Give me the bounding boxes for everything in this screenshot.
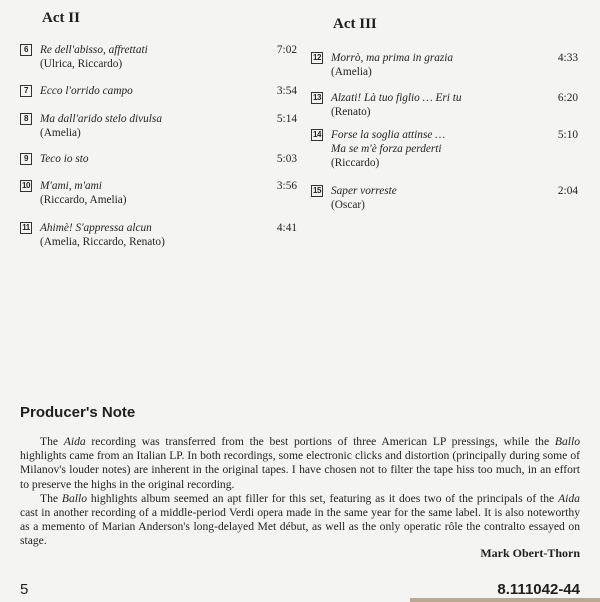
catalog-number: 8.111042-44 xyxy=(497,581,580,598)
track-duration: 6:20 xyxy=(557,92,578,104)
track-title: Morrò, ma prima in grazia xyxy=(331,52,454,64)
track-singers: (Riccardo) xyxy=(331,157,380,169)
track-duration: 5:14 xyxy=(276,113,297,125)
text: highlights came from an Italian LP. In both recordings, some electronic clicks and distortion (principally during some of Milanov's louder notes) are inherent in the original tapes. I have chosen not to filter the tape hiss too much, in an effort to preserve the highs in the original recording. xyxy=(20,449,580,491)
track-duration: 2:04 xyxy=(557,185,578,197)
track-title: Ecco l'orrido campo xyxy=(40,85,133,97)
track-number-box: 6 xyxy=(20,44,32,56)
note-paragraph-2 xyxy=(20,492,580,549)
track-singers: (Riccardo, Amelia) xyxy=(40,194,127,206)
track-singers: (Amelia) xyxy=(331,66,372,78)
track-singers: (Oscar) xyxy=(331,199,365,211)
track-duration: 4:41 xyxy=(276,222,297,234)
track-duration: 5:10 xyxy=(557,129,578,141)
track-title: M'ami, m'ami xyxy=(40,180,102,192)
track-duration: 7:02 xyxy=(276,44,297,56)
track-text xyxy=(40,112,162,140)
track-text xyxy=(40,179,127,207)
text: cast in another recording of a middle-period Verdi opera made in the same year for the same label. It is also noteworthy as a memento of Marian Anderson's long-delayed Met début, as well as the only operatic rôle the contralto essayed on stage. xyxy=(20,506,580,548)
page-edge xyxy=(410,598,600,602)
track-number-box: 14 xyxy=(311,129,323,141)
track-duration: 5:03 xyxy=(276,153,297,165)
italic-title: Ballo xyxy=(554,435,580,448)
italic-title: Ballo xyxy=(61,491,88,505)
track-title-line-2: Ma se m'è forza perderti xyxy=(331,143,442,155)
text: The xyxy=(40,491,62,505)
track-number-box: 8 xyxy=(20,113,32,125)
track-singers: (Amelia, Riccardo, Renato) xyxy=(40,236,165,248)
track-text xyxy=(331,184,397,212)
track-singers: (Renato) xyxy=(331,106,371,118)
italic-title: Aida xyxy=(558,491,580,505)
track-text xyxy=(331,51,453,79)
track-title: Forse la soglia attinse … xyxy=(331,129,446,141)
page-number: 5 xyxy=(20,581,29,598)
track-text xyxy=(40,43,148,71)
track-text xyxy=(40,221,165,249)
track-number-box: 10 xyxy=(20,180,32,192)
act-2-heading: Act II xyxy=(42,10,80,26)
track-title: Ma dall'arido stelo divulsa xyxy=(40,113,162,125)
track-title: Re dell'abisso, affrettati xyxy=(40,44,148,56)
track-text xyxy=(40,84,133,98)
text: highlights album seemed an apt filler for this set, featuring as it does two of the principals of the xyxy=(87,491,559,505)
track-title: Saper vorreste xyxy=(331,185,397,197)
track-text xyxy=(40,152,89,166)
track-duration: 3:54 xyxy=(276,85,297,97)
italic-title: Aida xyxy=(63,435,86,448)
track-duration: 4:33 xyxy=(557,52,578,64)
track-singers: (Ulrica, Riccardo) xyxy=(40,58,123,70)
track-number-box: 9 xyxy=(20,153,32,165)
track-text xyxy=(331,91,462,119)
track-number-box: 11 xyxy=(20,222,32,234)
track-title: Teco io sto xyxy=(40,153,89,165)
track-number-box: 12 xyxy=(311,52,323,64)
act-3-heading: Act III xyxy=(333,16,377,32)
text: The xyxy=(40,435,64,448)
track-number-box: 13 xyxy=(311,92,323,104)
track-duration: 3:56 xyxy=(276,180,297,192)
track-title: Ahimè! S'appressa alcun xyxy=(40,222,152,234)
track-number-box: 7 xyxy=(20,85,32,97)
producers-note-body xyxy=(20,435,580,549)
signature: Mark Obert-Thorn xyxy=(480,546,580,560)
text: recording was transferred from the best portions of three American LP pressings, while the xyxy=(85,435,555,448)
track-singers: (Amelia) xyxy=(40,127,81,139)
track-text xyxy=(331,128,445,170)
track-title: Alzati! Là tuo figlio … Eri tu xyxy=(331,92,462,104)
producers-note-heading: Producer's Note xyxy=(20,404,136,421)
note-paragraph-1 xyxy=(20,435,580,492)
track-number-box: 15 xyxy=(311,185,323,197)
